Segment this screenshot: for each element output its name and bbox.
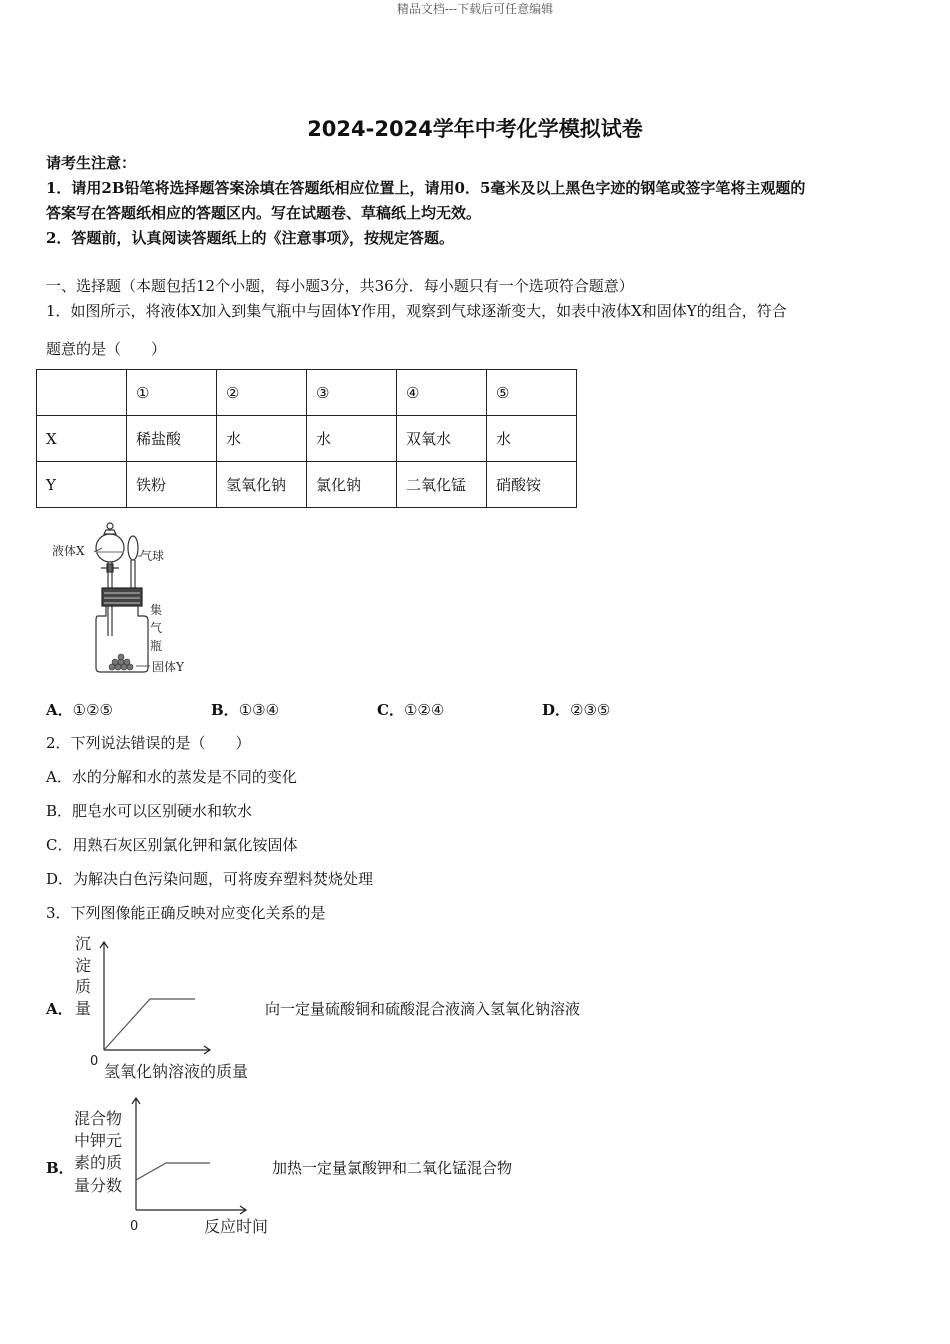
- table-row: [37, 462, 577, 508]
- q3-stem: 3．下列图像能正确反映对应变化关系的是: [46, 904, 326, 922]
- table-cell: 稀盐酸: [127, 416, 217, 462]
- q3-option-a-key: A．: [46, 1000, 73, 1018]
- q2-option-d: D．为解决白色污染问题，可将废弃塑料焚烧处理: [46, 870, 374, 888]
- notice-heading: 请考生注意：: [46, 154, 137, 172]
- table-cell: ①: [127, 370, 217, 416]
- q3-option-a-desc: 向一定量硫酸铜和硫酸混合液滴入氢氧化钠溶液: [265, 1000, 581, 1018]
- q2-option-c: C．用熟石灰区别氯化钾和氯化铵固体: [46, 836, 298, 854]
- q1-stem-line2: 题意的是（ ）: [46, 340, 167, 358]
- q3-option-b-desc: 加热一定量氯酸钾和二氧化锰混合物: [272, 1159, 513, 1177]
- section1-heading: 一、选择题（本题包括12个小题，每小题3分，共36分．每小题只有一个选项符合题意）: [46, 277, 634, 295]
- q1-table: [36, 369, 577, 508]
- notice-item1-line2: 答案写在答题纸相应的答题区内。写在试题卷、草稿纸上均无效。: [46, 204, 482, 222]
- q1-option-b: B．①③④: [211, 701, 280, 719]
- q2-option-a: A．水的分解和水的蒸发是不同的变化: [46, 768, 297, 786]
- table-cell: 水: [487, 416, 577, 462]
- graph-b-ylabel-4: 量分数: [74, 1176, 123, 1195]
- q1-option-a: A．①②⑤: [46, 701, 113, 719]
- graph-b-xlabel: 反应时间: [204, 1217, 269, 1236]
- graph-a-ylabel-2: 淀: [75, 956, 92, 975]
- q1-stem-line1: 1．如图所示，将液体X加入到集气瓶中与固体Y作用，观察到气球逐渐变大，如表中液体X和固体Y的组合，符合: [46, 302, 787, 320]
- table-cell: 水: [307, 416, 397, 462]
- notice-item1-line1: 1．请用2B铅笔将选择题答案涂填在答题纸相应位置上，请用0．5毫米及以上黑色字迹的钢笔或签字笔将主观题的: [46, 179, 806, 197]
- funnel-bulb: [96, 534, 124, 562]
- table-cell: 氢氧化钠: [217, 462, 307, 508]
- table-cell: 水: [217, 416, 307, 462]
- q2-stem: 2．下列说法错误的是（ ）: [46, 734, 251, 752]
- table-cell: ④: [397, 370, 487, 416]
- page-title: 2024-2024学年中考化学模拟试卷: [307, 117, 643, 141]
- table-cell: ②: [217, 370, 307, 416]
- graph-a-xlabel: 氢氧化钠溶液的质量: [104, 1062, 249, 1081]
- label-bottle-1: 集: [150, 603, 163, 617]
- label-bottle-2: 气: [150, 621, 163, 635]
- graph-b-ylabel-1: 混合物: [74, 1109, 123, 1128]
- graph-a: [70, 932, 280, 1082]
- apparatus-figure: [50, 516, 200, 682]
- graph-b-ylabel-3: 素的质: [74, 1153, 123, 1172]
- header-note: 精品文档---下载后可任意编辑: [396, 2, 554, 16]
- table-cell: Y: [37, 462, 127, 508]
- table-cell: 铁粉: [127, 462, 217, 508]
- graph-a-curve: [104, 999, 195, 1050]
- balloon: [128, 536, 138, 560]
- label-liquid: 液体X: [52, 544, 85, 558]
- table-cell: 二氧化锰: [397, 462, 487, 508]
- graph-a-ylabel-4: 量: [75, 999, 92, 1018]
- graph-a-ylabel-3: 质: [75, 977, 92, 996]
- table-cell: [37, 370, 127, 416]
- label-bottle-3: 瓶: [150, 639, 163, 653]
- graph-b: [70, 1092, 290, 1242]
- notice-item2: 2．答题前，认真阅读答题纸上的《注意事项》，按规定答题。: [46, 229, 454, 247]
- q3-option-b-key: B．: [46, 1159, 74, 1177]
- table-cell: X: [37, 416, 127, 462]
- table-cell: ③: [307, 370, 397, 416]
- graph-a-origin: 0: [90, 1054, 99, 1069]
- table-cell: 氯化钠: [307, 462, 397, 508]
- table-cell: 硝酸铵: [487, 462, 577, 508]
- graph-b-origin: 0: [130, 1219, 139, 1234]
- funnel-stopper: [107, 523, 113, 529]
- q2-option-b: B．肥皂水可以区别硬水和软水: [46, 802, 253, 820]
- q1-option-c: C．①②④: [377, 701, 445, 719]
- label-solid: 固体Y: [152, 660, 184, 674]
- graph-b-ylabel-2: 中钾元: [74, 1131, 123, 1150]
- label-balloon: 气球: [140, 549, 165, 563]
- graph-b-curve: [136, 1163, 210, 1180]
- q1-option-d: D．②③⑤: [542, 701, 611, 719]
- table-cell: ⑤: [487, 370, 577, 416]
- table-cell: 双氧水: [397, 416, 487, 462]
- solid-pile: [109, 654, 133, 670]
- table-row: [37, 370, 577, 416]
- graph-a-ylabel-1: 沉: [75, 934, 92, 953]
- table-row: [37, 416, 577, 462]
